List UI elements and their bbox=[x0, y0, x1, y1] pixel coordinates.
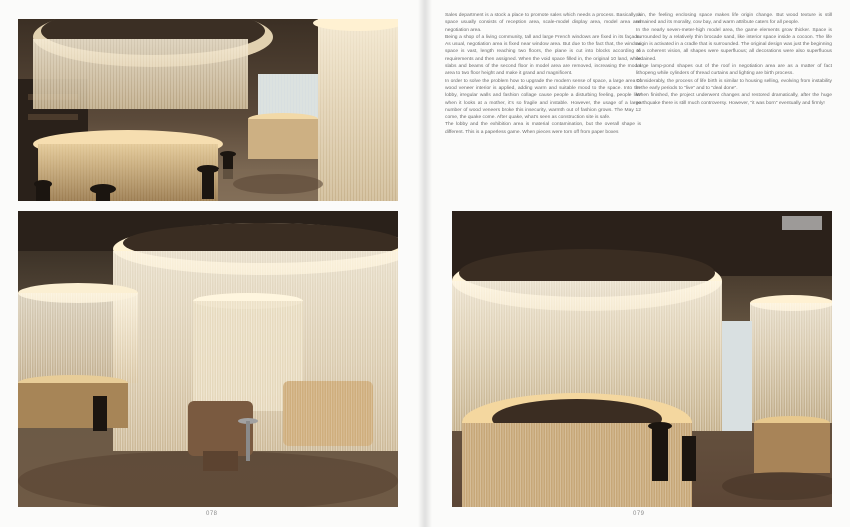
paragraph: When finished, the project underwent changes and restored dramatically, after the huge earthquake there is still much controversy. However, "it was born" eventually and firmly! bbox=[636, 93, 832, 106]
page-number-right: 079 bbox=[633, 511, 645, 517]
paragraph: In the nearly seven-meter-high model area, the game elements grow thicker. Space is surrounded by a relatively thin brocade sand, like interior space inside a cocoon. The life origin is activated in a cradle that is surrounded. The original design was just the beginning of a coherent vision, all shapes were superfluous; all decorations were also superfluous ordained. bbox=[636, 27, 832, 62]
paragraph: The lobby and the exhibition area is material contamination, but the overall shape is different. This is a paperless game. When pieces were torn off from paper boxes bbox=[445, 122, 641, 135]
paragraph: skin, the feeling enclosing space makes life origin change. But wood texture is still remained and its morality, cow bay, and warm attribute caters for all people. bbox=[636, 13, 832, 26]
page-number-left: 078 bbox=[206, 511, 218, 517]
paragraph: Being a shop of a living community, tall and large French windows are fixed in its façade. As usual, negotiation area is fixed near window area. But due to the fact that, the window space is vast, length reaching two floors, the plane is cut into blocks according to requirements and then assigned. When the void space filled in, the original 10 land, while slabs and beams of the second floor in model area are removed, increasing the model area to two floor height and make it grand and magnificent. bbox=[445, 34, 641, 77]
paragraph: Sales department is a stock a place to promote sales which needs a process. Basically, a space usually consists of reception area, scale-model display area, model area and negotiation area. bbox=[445, 13, 641, 33]
photo-reception-lounge bbox=[18, 19, 398, 201]
paragraph: In order to solve the problem how to upgrade the modern sense of space, a large area of wood veneer interior is applied, adding warm and suitable mood to the space. Into the lobby, irregular walls and fashion collage cause people a disturbing feeling, people like when it looks at a mother, it's so fragile and instable. However, the usage of a large number of wood veneers broke this insecurity, warmth out of fashion grows. The May 12 come, the quake come. After quake, what's seen as construction site is safe. bbox=[445, 78, 641, 121]
text-column-1 bbox=[445, 12, 641, 136]
interior-photo-icon bbox=[18, 19, 398, 201]
text-column-2 bbox=[636, 12, 832, 107]
interior-photo-icon bbox=[452, 211, 832, 507]
paragraph: Considerably, the process of life birth is similar to housing selling, evolving from instability in the early periods to "live" and to "deal done". bbox=[636, 78, 832, 91]
photo-circular-thread-rooms bbox=[452, 211, 832, 507]
photo-thread-curtain-seating bbox=[18, 211, 398, 507]
interior-photo-icon bbox=[18, 211, 398, 507]
book-gutter bbox=[418, 0, 432, 527]
paragraph: Large lamp-pond shapes out of the roof in negotiation area are as a matter of fact lithopeng while cylinders of thread curtains and lighting are birth process. bbox=[636, 64, 832, 77]
